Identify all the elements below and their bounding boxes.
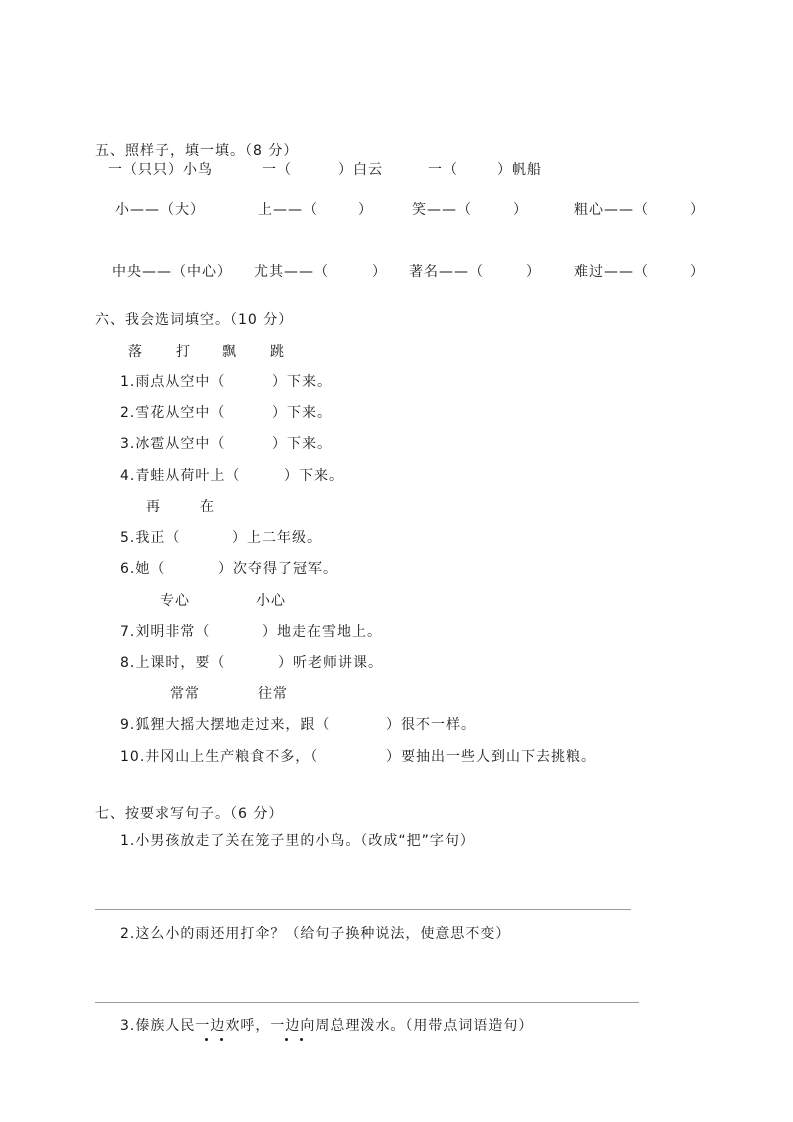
s5-row1-item2-open: 一（	[262, 162, 292, 178]
s5-row1-item2-close: ）白云	[338, 162, 383, 178]
s5-row2-item4-close: ）	[690, 202, 705, 218]
s6-q3-start: 3.冰雹从空中（	[120, 436, 226, 452]
s6-q8-end: ）听老师讲课。	[278, 655, 383, 671]
s6-q6-end: ）次夺得了冠军。	[218, 561, 338, 577]
section-5-title: 五、照样子，填一填。（8 分）	[95, 143, 299, 159]
s7-q3: 3.傣族人民一边欢呼，一边向周总理泼水。（用带点词语造句）	[120, 1018, 534, 1034]
s5-row2-item3-close: ）	[513, 202, 528, 218]
emphasis-dot	[285, 1038, 288, 1041]
s6-q1-end: ）下来。	[272, 374, 332, 390]
answer-line-1[interactable]	[95, 909, 631, 910]
s6-q1-start: 1.雨点从空中（	[120, 374, 226, 390]
emphasis-dot	[205, 1038, 208, 1041]
s6-q5-start: 5.我正（	[120, 530, 181, 546]
s6-word-9: 常常	[170, 686, 200, 702]
s5-row3-item4-close: ）	[690, 264, 705, 280]
section-7-title: 七、按要求写句子。（6 分）	[95, 806, 284, 822]
s6-word-3: 飘	[222, 344, 237, 360]
answer-line-2[interactable]	[95, 1002, 639, 1003]
s5-row1-example: 一（只只）小鸟	[108, 162, 213, 178]
s6-q4-start: 4.青蛙从荷叶上（	[120, 468, 241, 484]
s5-row3-item3-open: 著名——（	[409, 264, 484, 280]
s6-q3-end: ）下来。	[272, 436, 332, 452]
s5-row2-item2-close: ）	[358, 202, 373, 218]
s6-word-8: 小心	[256, 593, 286, 609]
s6-q7-end: ）地走在雪地上。	[262, 624, 382, 640]
s6-q10-start: 10.井冈山上生产粮食不多，（	[120, 749, 319, 765]
s5-row1-item3-close: ）帆船	[497, 162, 542, 178]
section-6-title: 六、我会选词填空。（10 分）	[95, 312, 294, 328]
s5-row2-item2-open: 上——（	[258, 202, 318, 218]
s5-row3-item3-close: ）	[526, 264, 541, 280]
s6-q8-start: 8.上课时，要（	[120, 655, 226, 671]
s5-row2-item4-open: 粗心——（	[574, 202, 649, 218]
s5-row3-item2-open: 尤其——（	[254, 264, 329, 280]
s6-q10-end: ）要抽出一些人到山下去挑粮。	[386, 749, 596, 765]
s6-q2-start: 2.雪花从空中（	[120, 405, 226, 421]
s6-word-4: 跳	[270, 344, 285, 360]
s6-q9-start: 9.狐狸大摇大摆地走过来，跟（	[120, 717, 331, 733]
s5-row3-example: 中央——（中心）	[112, 264, 232, 280]
s6-q5-end: ）上二年级。	[232, 530, 322, 546]
s6-word-2: 打	[176, 344, 191, 360]
s5-row3-item4-open: 难过——（	[574, 264, 649, 280]
s6-q4-end: ）下来。	[284, 468, 344, 484]
s6-q7-start: 7.刘明非常（	[120, 624, 211, 640]
s6-word-5: 再	[146, 499, 161, 515]
s6-q6-start: 6.她（	[120, 561, 166, 577]
s5-row1-item3-open: 一（	[428, 162, 458, 178]
s6-word-6: 在	[200, 499, 215, 515]
s6-word-10: 往常	[258, 686, 288, 702]
s5-row2-item3-open: 笑——（	[412, 202, 472, 218]
s6-q2-end: ）下来。	[272, 405, 332, 421]
s6-word-1: 落	[128, 344, 143, 360]
s6-q9-end: ）很不一样。	[386, 717, 476, 733]
s7-q2: 2.这么小的雨还用打伞？（给句子换种说法，使意思不变）	[120, 926, 511, 942]
emphasis-dot	[220, 1038, 223, 1041]
emphasis-dot	[300, 1038, 303, 1041]
s7-q1: 1.小男孩放走了关在笼子里的小鸟。（改成“把”字句）	[120, 833, 475, 849]
s5-row3-item2-close: ）	[372, 264, 387, 280]
s5-row2-example: 小——（大）	[115, 202, 205, 218]
s6-word-7: 专心	[160, 593, 190, 609]
